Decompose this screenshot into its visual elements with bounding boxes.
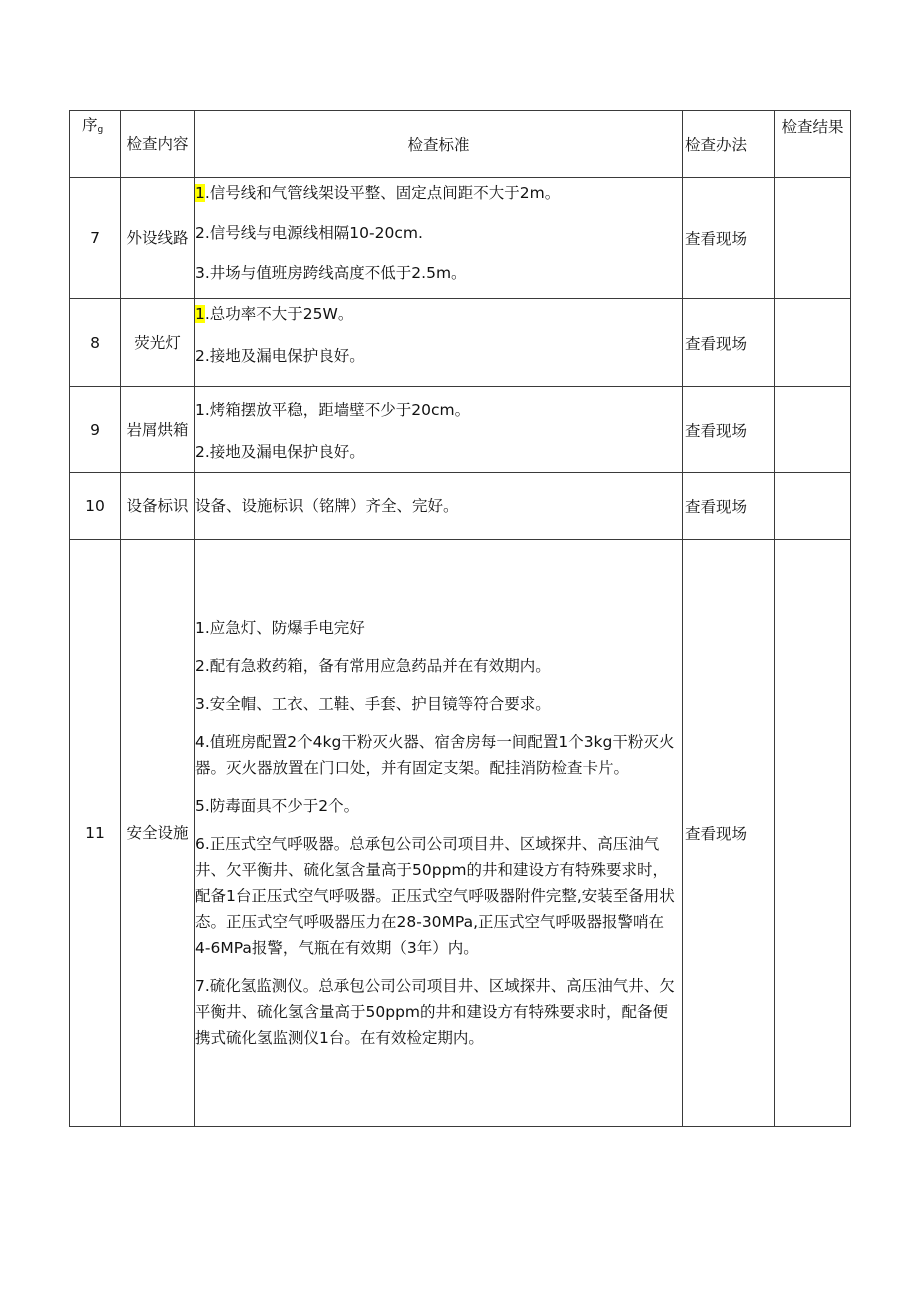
table-row bbox=[70, 473, 851, 540]
header-num: 序$_g$ bbox=[70, 111, 121, 178]
header-result: 检查结果 bbox=[775, 111, 851, 178]
criterion: 设备、设施标识（铭牌）齐全、完好。 bbox=[195, 497, 459, 515]
row-method: 查看现场 bbox=[683, 387, 775, 473]
highlight-mark: 1 bbox=[195, 305, 205, 323]
row-item: 荧光灯 bbox=[121, 299, 195, 387]
row-criteria bbox=[195, 473, 683, 540]
row-criteria bbox=[195, 299, 683, 387]
row-num: 11 bbox=[70, 540, 121, 1127]
row-result bbox=[775, 473, 851, 540]
criterion: 4.值班房配置2个4kg干粉灭火器、宿舍房每一间配置1个3kg干粉灭火器。灭火器放置在门口处，并有固定支架。配挂消防检查卡片。 bbox=[195, 733, 675, 777]
inspection-table bbox=[69, 110, 851, 1127]
row-item: 安全设施 bbox=[121, 540, 195, 1127]
table-row bbox=[70, 387, 851, 473]
row-criteria bbox=[195, 178, 683, 299]
criterion: 1.烤箱摆放平稳，距墙壁不少于20cm。 bbox=[195, 401, 471, 419]
row-result bbox=[775, 387, 851, 473]
row-item: 外设线路 bbox=[121, 178, 195, 299]
header-standard: 检查标准 bbox=[195, 111, 683, 178]
criterion: 6.正压式空气呼吸器。总承包公司公司项目井、区域探井、高压油气井、欠平衡井、硫化氢含量高于50ppm的井和建设方有特殊要求时，配备1台正压式空气呼吸器。正压式空气呼吸器附件完整,安装至备用状态。正压式空气呼吸器压力在28-30MPa,正压式空气呼吸器报警哨在4-6MPa报警，气瓶在有效期（3年）内。 bbox=[195, 835, 675, 957]
header-method: 检查办法 bbox=[683, 111, 775, 178]
criterion: 1.应急灯、防爆手电完好 bbox=[195, 619, 365, 637]
criterion: 1.总功率不大于25W。 bbox=[195, 305, 354, 323]
header-item: 检查内容 bbox=[121, 111, 195, 178]
criterion: 1.信号线和气管线架设平整、固定点间距不大于2m。 bbox=[195, 184, 561, 202]
criterion: 3.井场与值班房跨线高度不低于2.5m。 bbox=[195, 264, 467, 282]
criterion: 2.信号线与电源线相隔10-20cm. bbox=[195, 224, 423, 242]
row-item: 岩屑烘箱 bbox=[121, 387, 195, 473]
table-row bbox=[70, 178, 851, 299]
criterion: 5.防毒面具不少于2个。 bbox=[195, 797, 360, 815]
row-num: 7 bbox=[70, 178, 121, 299]
row-item: 设备标识 bbox=[121, 473, 195, 540]
row-method: 查看现场 bbox=[683, 540, 775, 1127]
row-result bbox=[775, 299, 851, 387]
row-num: 8 bbox=[70, 299, 121, 387]
row-method: 查看现场 bbox=[683, 299, 775, 387]
row-method: 查看现场 bbox=[683, 178, 775, 299]
row-num: 10 bbox=[70, 473, 121, 540]
criterion: 2.接地及漏电保护良好。 bbox=[195, 443, 365, 461]
row-result bbox=[775, 178, 851, 299]
highlight-mark: 1 bbox=[195, 184, 205, 202]
criterion: 2.配有急救药箱，备有常用应急药品并在有效期内。 bbox=[195, 657, 551, 675]
row-criteria bbox=[195, 540, 683, 1127]
row-result bbox=[775, 540, 851, 1127]
row-num: 9 bbox=[70, 387, 121, 473]
table-row bbox=[70, 540, 851, 1127]
table-header-row bbox=[70, 111, 851, 178]
table-row bbox=[70, 299, 851, 387]
row-criteria bbox=[195, 387, 683, 473]
criterion: 7.硫化氢监测仪。总承包公司公司项目井、区域探井、高压油气井、欠平衡井、硫化氢含量高于50ppm的井和建设方有特殊要求时，配备便携式硫化氢监测仪1台。在有效检定期内。 bbox=[195, 977, 675, 1047]
criterion: 3.安全帽、工衣、工鞋、手套、护目镜等符合要求。 bbox=[195, 695, 551, 713]
criterion: 2.接地及漏电保护良好。 bbox=[195, 347, 365, 365]
row-method: 查看现场 bbox=[683, 473, 775, 540]
